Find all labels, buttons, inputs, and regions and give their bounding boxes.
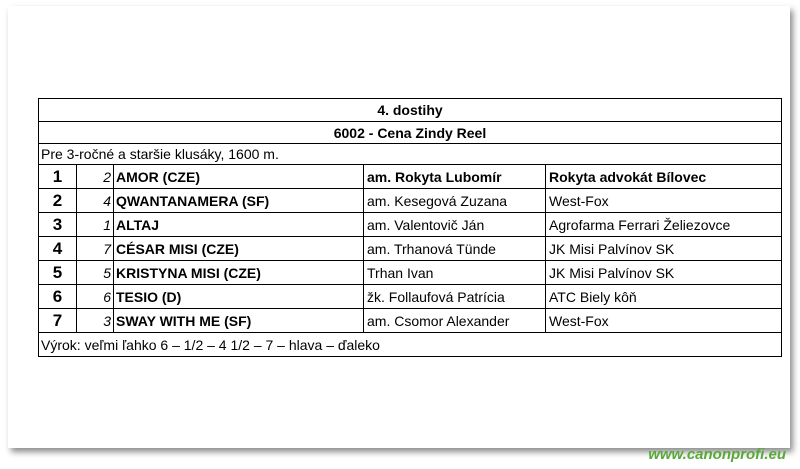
stable-name: Agrofarma Ferrari Želiezovce	[549, 216, 731, 233]
driver-name: žk. Follaufová Patrícia	[364, 285, 546, 308]
start-number: 7	[77, 237, 114, 260]
horse-name: ALTAJ	[114, 213, 364, 236]
race-results-table	[38, 98, 782, 357]
horse-name: KRISTYNA MISI (CZE)	[114, 261, 364, 284]
horse-name: SWAY WITH ME (SF)	[114, 309, 364, 332]
finish-position: 2	[39, 189, 77, 212]
race-conditions: Pre 3-ročné a staršie klusáky, 1600 m.	[39, 144, 781, 165]
stable-name: JK Misi Palvínov SK	[549, 240, 675, 257]
finish-position: 6	[39, 285, 77, 308]
table-row	[39, 261, 781, 285]
horse-name: AMOR (CZE)	[114, 165, 364, 188]
horse-name: CÉSAR MISI (CZE)	[114, 237, 364, 260]
race-name: 6002 - Cena Zindy Reel	[39, 122, 781, 144]
horse-name: TESIO (D)	[114, 285, 364, 308]
driver-name: am. Rokyta Lubomír	[364, 165, 546, 188]
stable-name: ATC Biely kôň	[549, 288, 637, 305]
document-page	[8, 6, 790, 448]
table-row	[39, 237, 781, 261]
finish-position: 4	[39, 237, 77, 260]
table-row	[39, 309, 781, 333]
finish-position: 7	[39, 309, 77, 332]
stable-name: West-Fox	[549, 192, 609, 209]
race-title: 4. dostihy	[39, 99, 781, 122]
finish-position: 1	[39, 165, 77, 188]
driver-name: am. Kesegová Zuzana	[364, 189, 546, 212]
horse-name: QWANTANAMERA (SF)	[114, 189, 364, 212]
stable-name: Rokyta advokát Bílovec	[549, 168, 707, 185]
start-number: 4	[77, 189, 114, 212]
start-number: 2	[77, 165, 114, 188]
watermark-link[interactable]: www.canonprofi.eu	[648, 446, 786, 463]
stable-name: West-Fox	[549, 312, 609, 329]
finish-position: 3	[39, 213, 77, 236]
driver-name: am. Valentovič Ján	[364, 213, 546, 236]
table-row	[39, 165, 781, 189]
table-row	[39, 189, 781, 213]
start-number: 1	[77, 213, 114, 236]
table-row	[39, 213, 781, 237]
driver-name: am. Csomor Alexander	[364, 309, 546, 332]
driver-name: Trhan Ivan	[364, 261, 546, 284]
start-number: 3	[77, 309, 114, 332]
driver-name: am. Trhanová Tünde	[364, 237, 546, 260]
table-row	[39, 285, 781, 309]
finish-position: 5	[39, 261, 77, 284]
race-verdict: Výrok: veľmi ľahko 6 – 1/2 – 4 1/2 – 7 – hlava – ďaleko	[39, 333, 781, 357]
start-number: 5	[77, 261, 114, 284]
stable-name: JK Misi Palvínov SK	[549, 264, 675, 281]
start-number: 6	[77, 285, 114, 308]
